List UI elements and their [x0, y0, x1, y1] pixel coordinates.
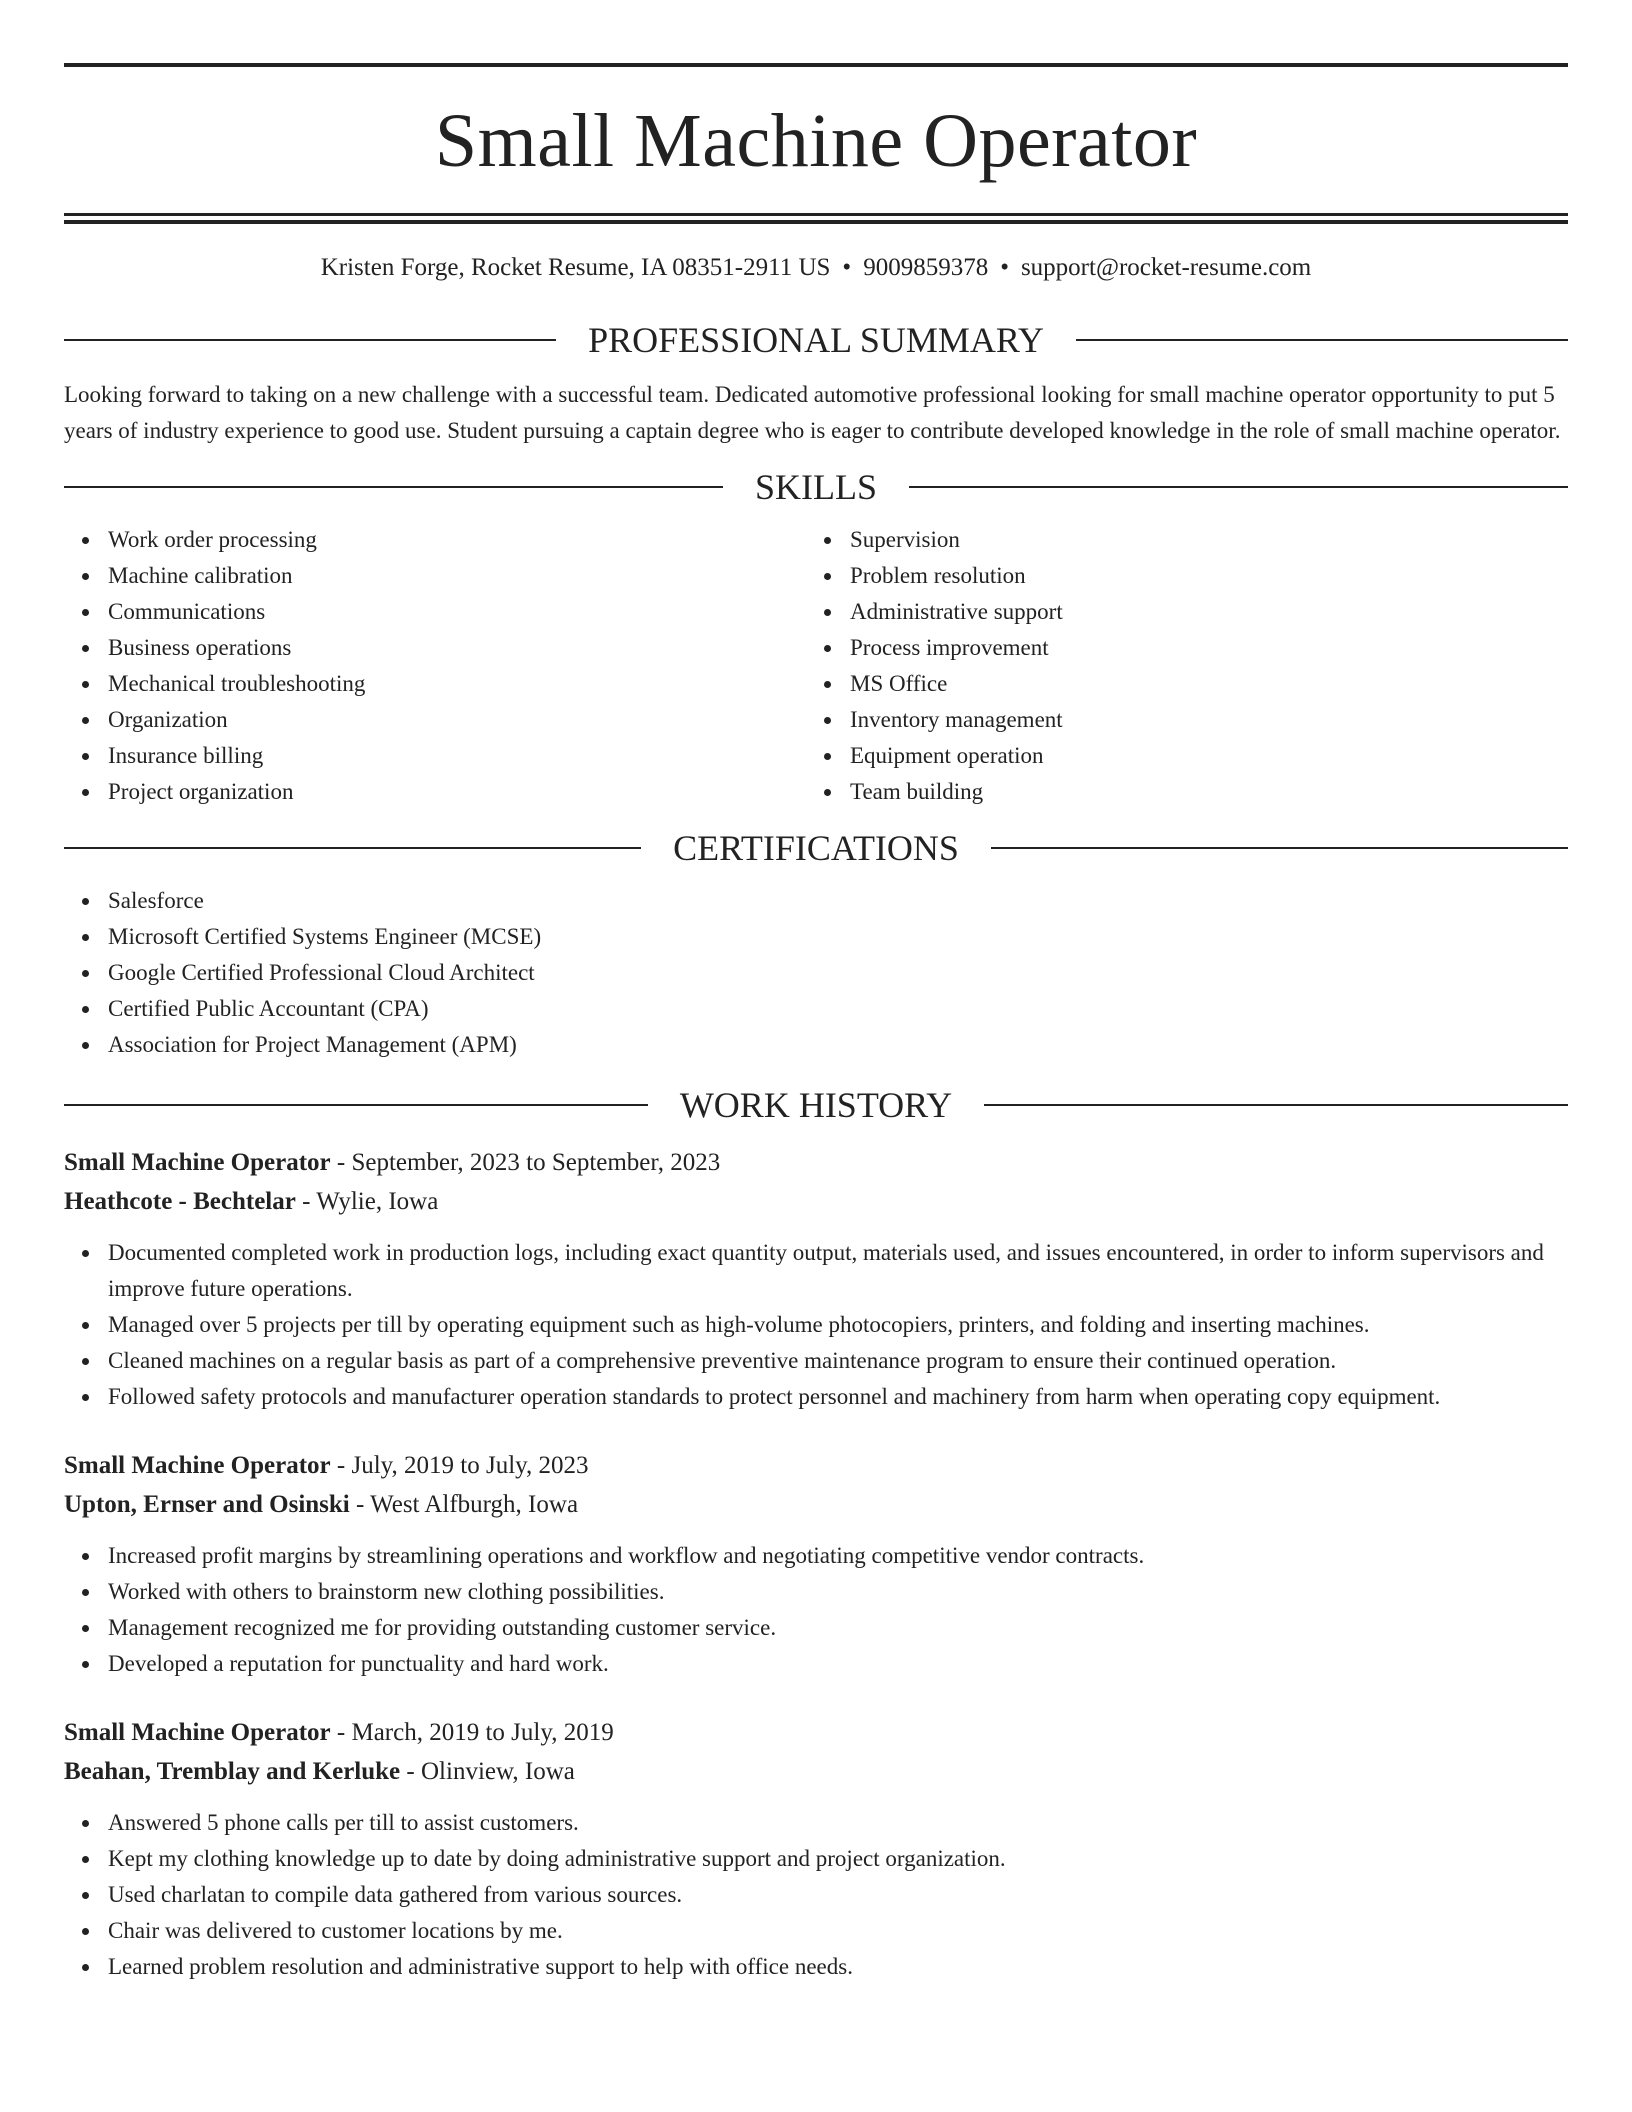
- skills-column-left: [64, 522, 806, 810]
- certification-item: Certified Public Accountant (CPA): [108, 991, 1568, 1027]
- job-company-line: [64, 1182, 1568, 1221]
- resume-title: Small Machine Operator: [434, 99, 1198, 183]
- job-bullet: Documented completed work in production logs, including exact quantity output, materials used, and issues encountered, in order to inform supervisors and improve future operations.: [108, 1235, 1568, 1307]
- job-title-line: [64, 1143, 1568, 1182]
- job-bullets: [64, 1538, 1568, 1682]
- skill-item: Process improvement: [850, 630, 1548, 666]
- job-location: - West Alfburgh, Iowa: [349, 1491, 579, 1518]
- job-bullet: Developed a reputation for punctuality and hard work.: [108, 1646, 1568, 1682]
- skill-item: Insurance billing: [108, 738, 806, 774]
- skill-item: Problem resolution: [850, 558, 1548, 594]
- skill-item: Inventory management: [850, 702, 1548, 738]
- job-title: Small Machine Operator: [64, 1452, 331, 1479]
- contact-email[interactable]: support@rocket-resume.com: [1020, 254, 1312, 281]
- heading-rule: [64, 339, 556, 341]
- skill-item: Project organization: [108, 774, 806, 810]
- job-title-line: [64, 1446, 1568, 1485]
- job-entry: [64, 1713, 1568, 1985]
- job-bullet: Followed safety protocols and manufacturer operation standards to protect personnel and machinery from harm when operating copy equipment.: [108, 1379, 1568, 1415]
- job-bullets: [64, 1805, 1568, 1985]
- certification-item: Microsoft Certified Systems Engineer (MCSE): [108, 919, 1568, 955]
- heading-rule: [64, 1104, 648, 1106]
- job-company-line: [64, 1752, 1568, 1791]
- job-location: - Wylie, Iowa: [295, 1188, 439, 1215]
- job-title: Small Machine Operator: [64, 1719, 331, 1746]
- certifications-title: CERTIFICATIONS: [673, 828, 959, 868]
- skill-item: Supervision: [850, 522, 1548, 558]
- contact-separator: •: [1000, 254, 1009, 281]
- summary-title: PROFESSIONAL SUMMARY: [588, 320, 1044, 360]
- job-bullet: Cleaned machines on a regular basis as part of a comprehensive preventive maintenance program to ensure their continued operation.: [108, 1343, 1568, 1379]
- job-company: Upton, Ernser and Osinski: [64, 1491, 350, 1518]
- job-bullets: [64, 1235, 1568, 1415]
- job-bullet: Learned problem resolution and administrative support to help with office needs.: [108, 1949, 1568, 1985]
- job-bullet: Chair was delivered to customer locations by me.: [108, 1913, 1568, 1949]
- job-company: Beahan, Tremblay and Kerluke: [64, 1758, 401, 1785]
- heading-rule: [64, 486, 723, 488]
- certification-item: Salesforce: [108, 883, 1568, 919]
- job-entry: [64, 1446, 1568, 1682]
- heading-rule: [984, 1104, 1568, 1106]
- header-double-rule: [64, 213, 1568, 224]
- certifications-list: [64, 883, 1568, 1063]
- job-bullet: Answered 5 phone calls per till to assist customers.: [108, 1805, 1568, 1841]
- contact-line: [64, 252, 1568, 284]
- skills-list: [64, 522, 1568, 810]
- job-dates: - September, 2023 to September, 2023: [330, 1149, 721, 1176]
- job-location: - Olinview, Iowa: [400, 1758, 575, 1785]
- skill-item: Mechanical troubleshooting: [108, 666, 806, 702]
- work-section-heading: [64, 1085, 1568, 1125]
- contact-address: Kristen Forge, Rocket Resume, IA 08351-2911 US: [320, 254, 831, 281]
- skill-item: Administrative support: [850, 594, 1548, 630]
- header-top-rule: [64, 63, 1568, 67]
- heading-rule: [64, 847, 641, 849]
- skill-item: Business operations: [108, 630, 806, 666]
- certification-item: Google Certified Professional Cloud Architect: [108, 955, 1568, 991]
- skill-item: Work order processing: [108, 522, 806, 558]
- certifications-section-heading: [64, 828, 1568, 868]
- job-title-line: [64, 1713, 1568, 1752]
- skill-item: Organization: [108, 702, 806, 738]
- job-bullet: Used charlatan to compile data gathered from various sources.: [108, 1877, 1568, 1913]
- summary-section-heading: [64, 320, 1568, 360]
- job-entry: [64, 1143, 1568, 1415]
- job-company: Heathcote - Bechtelar: [64, 1188, 296, 1215]
- skill-item: MS Office: [850, 666, 1548, 702]
- skill-item: Machine calibration: [108, 558, 806, 594]
- resume-page: [64, 0, 1568, 1985]
- skill-item: Communications: [108, 594, 806, 630]
- work-title: WORK HISTORY: [679, 1085, 953, 1125]
- job-bullet: Kept my clothing knowledge up to date by doing administrative support and project organization.: [108, 1841, 1568, 1877]
- contact-separator: •: [842, 254, 852, 281]
- skills-section-heading: [64, 467, 1568, 507]
- job-dates: - July, 2019 to July, 2023: [330, 1452, 589, 1479]
- job-bullet: Management recognized me for providing outstanding customer service.: [108, 1610, 1568, 1646]
- job-title: Small Machine Operator: [64, 1149, 331, 1176]
- summary-text: Looking forward to taking on a new challenge with a successful team. Dedicated automotive professional looking for small machine operator opportunity to put 5 years of industry experience to good use. Student pursuing a captain degree who is eager to contribute developed knowledge in the role of small machine operator.: [64, 382, 1561, 443]
- job-bullet: Managed over 5 projects per till by operating equipment such as high-volume photocopiers, printers, and folding and inserting machines.: [108, 1307, 1568, 1343]
- skill-item: Team building: [850, 774, 1548, 810]
- heading-rule: [909, 486, 1568, 488]
- heading-rule: [1076, 339, 1568, 341]
- job-bullet: Increased profit margins by streamlining operations and workflow and negotiating competitive vendor contracts.: [108, 1538, 1568, 1574]
- skills-column-right: [806, 522, 1548, 810]
- job-company-line: [64, 1485, 1568, 1524]
- contact-phone: 9009859378: [863, 254, 989, 281]
- job-bullet: Worked with others to brainstorm new clothing possibilities.: [108, 1574, 1568, 1610]
- skills-title: SKILLS: [755, 467, 878, 507]
- heading-rule: [991, 847, 1568, 849]
- skill-item: Equipment operation: [850, 738, 1548, 774]
- certification-item: Association for Project Management (APM): [108, 1027, 1568, 1063]
- job-dates: - March, 2019 to July, 2019: [330, 1719, 614, 1746]
